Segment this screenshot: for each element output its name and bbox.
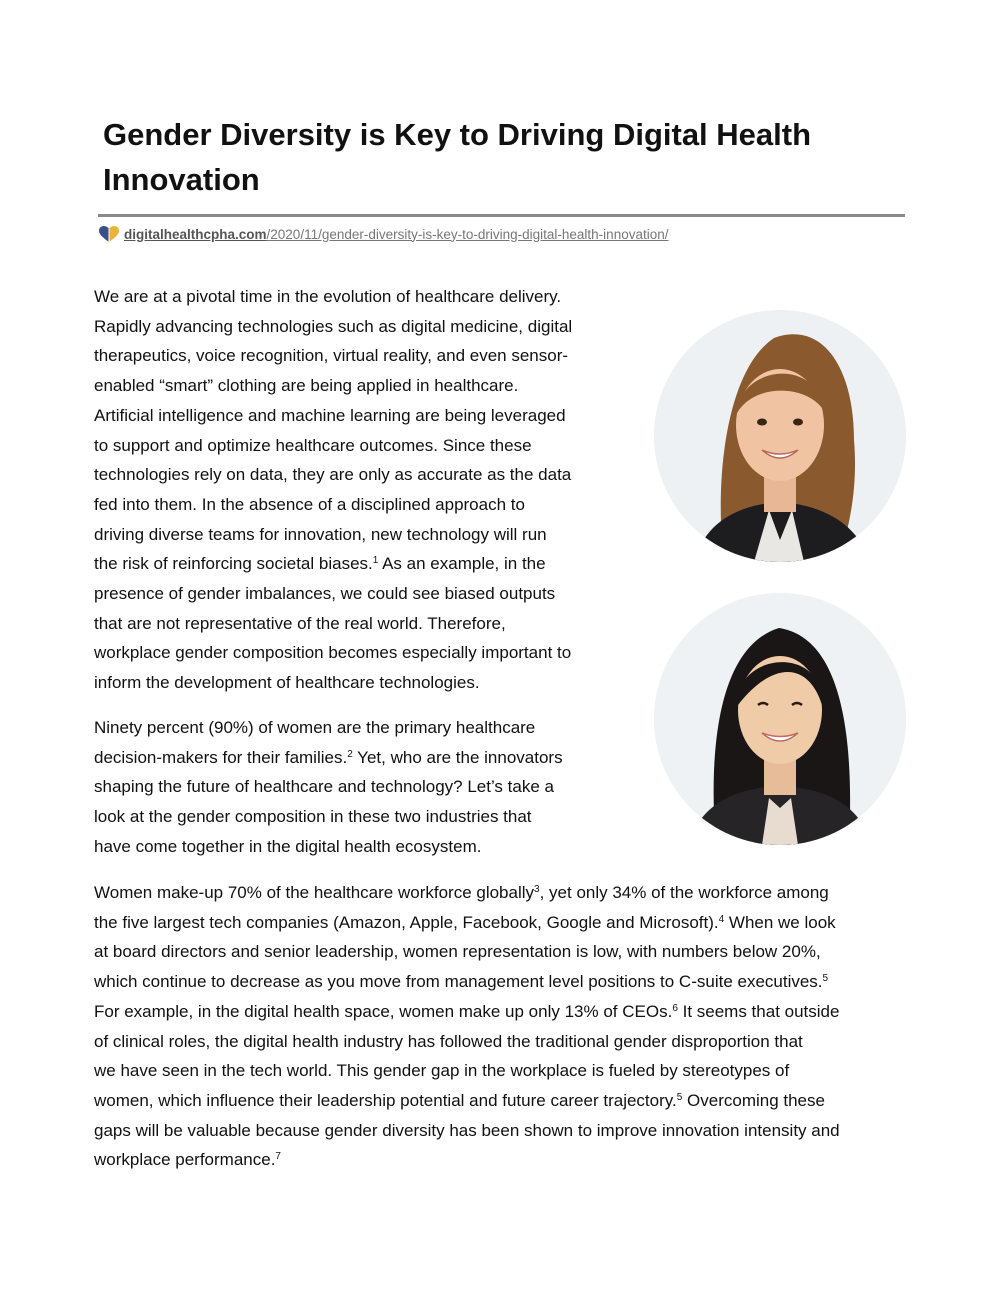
text-run: to support and optimize healthcare outcomes. Since these [94,435,532,455]
text-run: Yet, who are the innovators [352,747,563,767]
text-line [94,967,904,997]
author-photo-2 [654,593,906,845]
text-line [94,638,629,668]
text-run: , yet only 34% of the workforce among [539,883,829,902]
heart-logo-icon [98,225,120,243]
text-line [94,312,629,342]
text-line [94,282,629,312]
text-run: the risk of reinforcing societal biases. [94,554,373,574]
paragraph-2 [94,713,629,862]
text-run: Artificial intelligence and machine learning are being leveraged [94,405,566,425]
text-line [94,490,629,520]
text-run: decision-makers for their families. [94,747,348,767]
text-line [94,908,904,938]
text-line [94,609,629,639]
portrait-woman-brown-hair [654,310,906,562]
text-run: Women make-up 70% of the healthcare workforce globally [94,883,535,902]
text-line [94,997,904,1027]
text-run: We are at a pivotal time in the evolution of healthcare delivery. [94,287,562,306]
text-line [94,431,629,461]
text-run: look at the gender composition in these two industries that [94,807,532,827]
text-run: technologies rely on data, they are only as accurate as the data [94,465,572,485]
text-run: shaping the future of healthcare and technology? Let’s take a [94,777,554,797]
title-line: Innovation [103,162,260,197]
text-line [94,1116,904,1146]
text-line [94,772,629,802]
footnote-ref: 4 [718,913,725,925]
source-path: /2020/11/gender-diversity-is-key-to-driving-digital-health-innovation/ [266,226,669,242]
paragraph-1 [94,282,629,698]
text-run: enabled “smart” clothing are being applied in healthcare. [94,376,519,396]
text-run: presence of gender imbalances, we could see biased outputs [94,584,556,604]
text-run: For example, in the digital health space, women make up only 13% of CEOs. [94,1001,673,1021]
source-url-link[interactable] [124,227,668,242]
text-line [94,743,629,773]
text-line [94,1056,904,1086]
text-run: gaps will be valuable because gender diversity has been shown to improve innovation intensity and [94,1120,840,1140]
text-run: of clinical roles, the digital health industry has followed the traditional gender disproportion that [94,1031,803,1051]
text-run: It seems that outside [677,1001,840,1021]
footnote-ref: 1 [372,555,379,567]
text-run: When we look [724,912,836,932]
text-line [94,401,629,431]
text-line [94,802,629,832]
footnote-ref: 2 [347,748,353,760]
text-line [94,579,629,609]
text-line [94,371,629,401]
author-photo-1 [654,310,906,562]
text-run: driving diverse teams for innovation, new technology will run [94,524,547,544]
text-run: therapeutics, voice recognition, virtual reality, and even sensor- [94,346,569,366]
text-run: As an example, in the [378,554,546,574]
text-line [94,341,629,371]
text-line [94,668,629,698]
source-domain: digitalhealthcpha.com [124,226,267,242]
footnote-ref: 5 [676,1091,683,1103]
text-run: have come together in the digital health ecosystem. [94,836,482,856]
text-line [94,937,904,967]
portrait-woman-black-hair [654,593,906,845]
text-run: women, which influence their leadership potential and future career trajectory. [94,1090,677,1110]
article-title [103,112,903,202]
footnote-ref: 5 [822,973,829,985]
text-run: Rapidly advancing technologies such as digital medicine, digital [94,316,573,336]
title-line: Gender Diversity is Key to Driving Digital Health [103,117,812,152]
text-line [94,1145,904,1175]
text-line [94,713,629,743]
text-line [94,520,629,550]
text-run: workplace performance. [94,1150,276,1170]
text-run: we have seen in the tech world. This gender gap in the workplace is fueled by stereotypes of [94,1061,790,1081]
text-line [94,549,629,579]
text-run: that are not representative of the real world. Therefore, [94,613,506,633]
footnote-ref: 3 [534,884,540,895]
text-run: the five largest tech companies (Amazon, Apple, Facebook, Google and Microsoft). [94,912,719,932]
text-run: fed into them. In the absence of a disciplined approach to [94,494,525,514]
text-run: at board directors and senior leadership, women representation is low, with numbers below 20%, [94,942,821,962]
text-line [94,878,904,908]
text-run: workplace gender composition becomes especially important to [94,643,572,663]
text-line [94,460,629,490]
footnote-ref: 6 [672,1002,678,1014]
text-line [94,832,629,862]
header-divider [98,214,905,217]
text-line [94,1086,904,1116]
paragraph-3 [94,878,904,1175]
text-run: inform the development of healthcare technologies. [94,673,480,693]
text-run: which continue to decrease as you move from management level positions to C-suite executives. [94,972,823,992]
text-run: Overcoming these [682,1090,825,1110]
source-link-row [98,224,668,244]
text-line [94,1027,904,1057]
text-run: Ninety percent (90%) of women are the primary healthcare [94,718,536,737]
footnote-ref: 7 [275,1151,281,1163]
